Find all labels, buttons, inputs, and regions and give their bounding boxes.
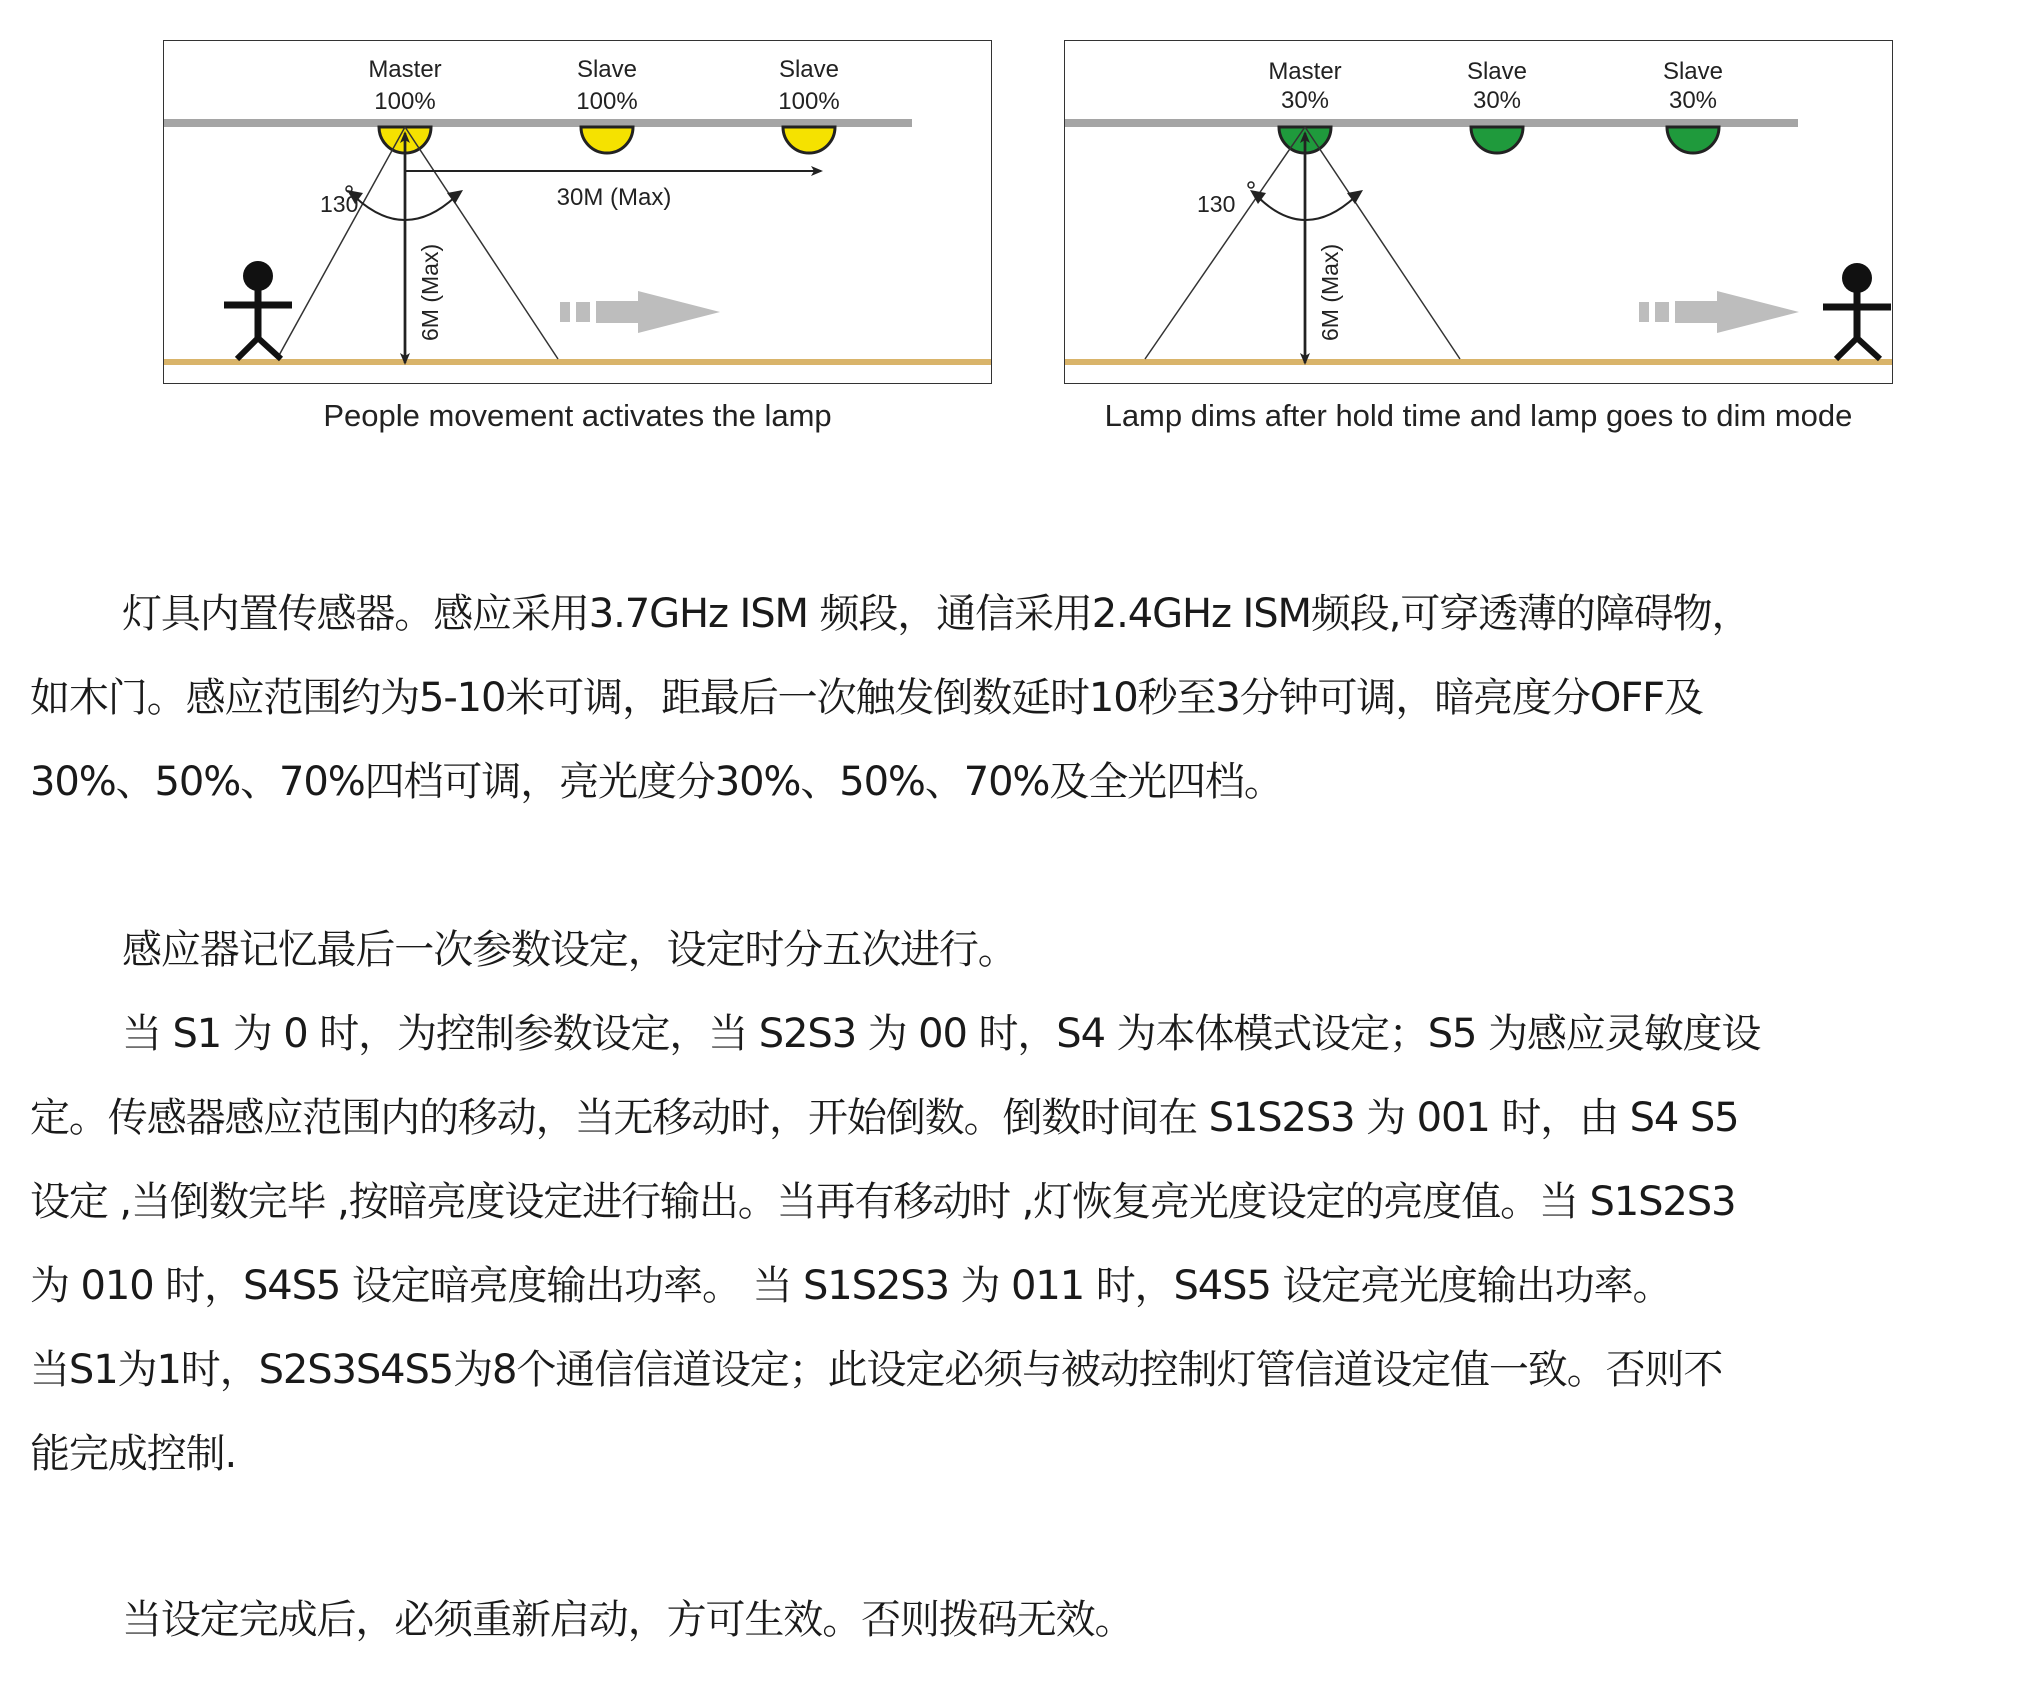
text-line: 定。传感器感应范围内的移动，当无移动时，开始倒数。倒数时间在 S1S2S3 为 001 时，由 S4 S5 xyxy=(30,1095,1739,1141)
angle-arc xyxy=(1258,197,1355,220)
cone-edge-left xyxy=(1145,127,1305,359)
movement-arrow-icon xyxy=(560,291,720,333)
diagram-lamp-activated xyxy=(163,40,992,384)
floor-line xyxy=(1065,359,1893,365)
height-label: 6M (Max) xyxy=(417,243,443,341)
diagram-left-svg xyxy=(164,41,992,384)
cone-edge-left xyxy=(277,127,405,359)
text-line: 设定 ,当倒数完毕 ,按暗亮度设定进行输出。当再有移动时 ,灯恢复亮光度设定的亮度值。当 S1S2S3 xyxy=(30,1179,1736,1225)
lamp-role-label: Slave xyxy=(1662,58,1724,85)
person-icon xyxy=(1823,263,1891,359)
slave-lamp-icon xyxy=(1667,127,1719,153)
lamp-role-label: Master xyxy=(1268,58,1342,85)
sensor-description-paragraph xyxy=(30,572,2000,824)
lamp-role-label: Slave xyxy=(778,56,840,83)
lamp-role-label: Master xyxy=(368,56,442,83)
lamp-level-label: 30% xyxy=(1472,87,1522,114)
diagram-right-svg xyxy=(1065,41,1893,384)
floor-line xyxy=(164,359,992,365)
distance-label: 30M (Max) xyxy=(556,184,672,211)
text-line: 当S1为1时，S2S3S4S5为8个通信信道设定；此设定必须与被动控制灯管信道设定值一致。否则不 xyxy=(30,1347,1723,1393)
text-line: 当设定完成后，必须重新启动，方可生效。否则拨码无效。 xyxy=(122,1597,1134,1643)
text-line: 感应器记忆最后一次参数设定，设定时分五次进行。 xyxy=(122,927,1017,973)
diagram-right-caption: Lamp dims after hold time and lamp goes to dim mode xyxy=(1104,398,1853,433)
lamp-level-label: 30% xyxy=(1668,87,1718,114)
diagram-left-caption: People movement activates the lamp xyxy=(323,398,832,433)
slave-lamp-icon xyxy=(581,127,633,153)
text-line: 为 010 时，S4S5 设定暗亮度输出功率。 当 S1S2S3 为 011 时，S4S5 设定亮光度输出功率。 xyxy=(30,1263,1672,1309)
lamp-role-label: Slave xyxy=(576,56,638,83)
person-icon xyxy=(224,261,292,359)
angle-label: 130 xyxy=(1197,191,1236,217)
lamp-level-label: 100% xyxy=(576,88,638,115)
slave-lamp-icon xyxy=(1471,127,1523,153)
text-line: 如木门。感应范围约为5-10米可调，距最后一次触发倒数延时10秒至3分钟可调，暗亮度分OFF及 xyxy=(30,675,1703,721)
text-line: 灯具内置传感器。感应采用3.7GHz ISM 频段，通信采用2.4GHz ISM频段,可穿透薄的障碍物， xyxy=(122,591,1751,637)
height-label: 6M (Max) xyxy=(1317,243,1343,341)
angle-label: 130 xyxy=(320,191,359,217)
diagram-lamp-dim xyxy=(1064,40,1893,384)
lamp-level-label: 100% xyxy=(778,88,840,115)
text-line: 30%、50%、70%四档可调，亮光度分30%、50%、70%及全光四档。 xyxy=(30,759,1283,805)
dip-switch-settings-paragraph xyxy=(30,908,2000,1496)
degree-icon xyxy=(1248,182,1254,188)
movement-arrow-icon xyxy=(1639,291,1799,333)
text-line: 能完成控制. xyxy=(30,1431,237,1477)
lamp-role-label: Slave xyxy=(1466,58,1528,85)
lamp-level-label: 30% xyxy=(1280,87,1330,114)
restart-note-paragraph xyxy=(30,1578,2000,1662)
lamp-level-label: 100% xyxy=(374,88,436,115)
text-line: 当 S1 为 0 时，为控制参数设定，当 S2S3 为 00 时，S4 为本体模式设定；S5 为感应灵敏度设 xyxy=(122,1011,1761,1057)
slave-lamp-icon xyxy=(783,127,835,153)
